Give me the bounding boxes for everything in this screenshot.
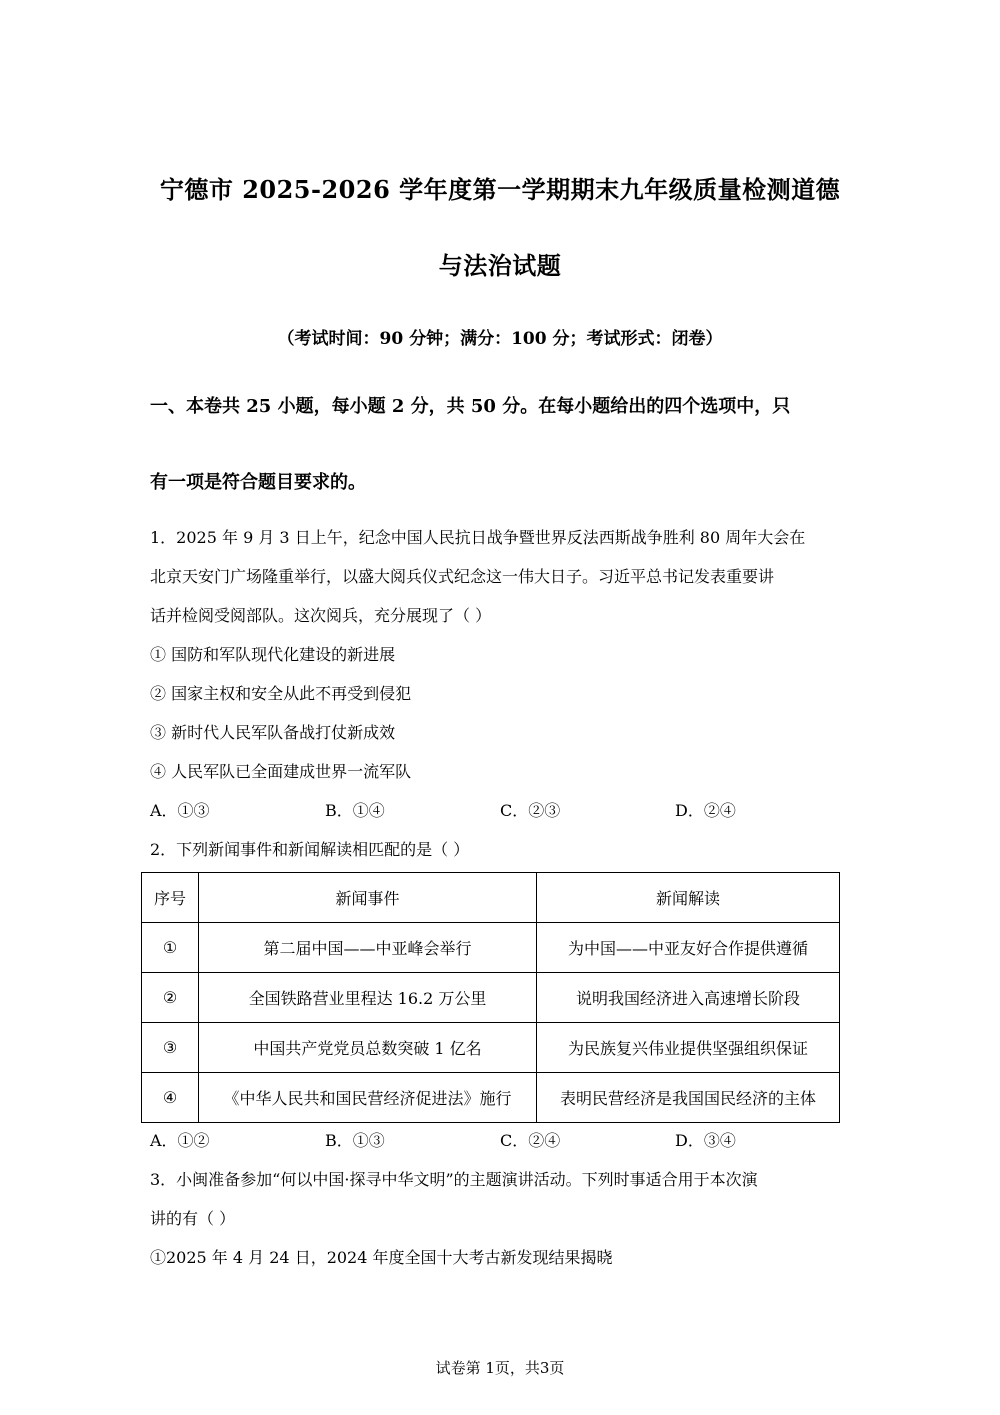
q1-option-c[interactable]: C．②③	[500, 801, 561, 820]
q1-option-b[interactable]: B．①④	[325, 801, 385, 820]
q2-stem: 2．下列新闻事件和新闻解读相匹配的是（ ）	[150, 840, 470, 859]
q1-statement-1: ① 国防和军队现代化建设的新进展	[150, 645, 396, 664]
q2-option-d[interactable]: D．③④	[675, 1131, 736, 1150]
table-row	[142, 1023, 840, 1073]
q1-option-d[interactable]: D．②④	[675, 801, 736, 820]
table-row	[142, 923, 840, 973]
q1-statement-3: ③ 新时代人民军队备战打仗新成效	[150, 723, 396, 742]
row-number: ①	[142, 923, 199, 973]
q3-stem-line-1: 3．小闽准备参加“何以中国·探寻中华文明”的主题演讲活动。下列时事适合用于本次演	[150, 1170, 758, 1189]
q3-statement-1: ①2025 年 4 月 24 日，2024 年度全国十大考古新发现结果揭晓	[150, 1248, 613, 1267]
row-event: 中国共产党党员总数突破 1 亿名	[199, 1023, 537, 1073]
table-header-row	[142, 873, 840, 923]
row-number: ③	[142, 1023, 199, 1073]
header-cell-number: 序号	[142, 873, 199, 923]
row-number: ②	[142, 973, 199, 1023]
header-cell-event: 新闻事件	[199, 873, 537, 923]
q1-statement-4: ④ 人民军队已全面建成世界一流军队	[150, 762, 412, 781]
q1-stem-line-3: 话并检阅受阅部队。这次阅兵，充分展现了（ ）	[150, 606, 492, 625]
q1-option-a[interactable]: A．①③	[150, 801, 210, 820]
q1-stem-line-2: 北京天安门广场隆重举行，以盛大阅兵仪式纪念这一伟大日子。习近平总书记发表重要讲	[150, 567, 775, 586]
exam-info: （考试时间：90 分钟；满分：100 分；考试形式：闭卷）	[277, 329, 723, 349]
q1-statement-2: ② 国家主权和安全从此不再受到侵犯	[150, 684, 412, 703]
row-event: 全国铁路营业里程达 16.2 万公里	[199, 973, 537, 1023]
row-interpretation: 为中国——中亚友好合作提供遵循	[537, 923, 840, 973]
row-number: ④	[142, 1073, 199, 1123]
row-interpretation: 表明民营经济是我国国民经济的主体	[537, 1073, 840, 1123]
table-row	[142, 1073, 840, 1123]
q2-option-c[interactable]: C．②④	[500, 1131, 561, 1150]
row-interpretation: 为民族复兴伟业提供坚强组织保证	[537, 1023, 840, 1073]
section-instruction-line-2: 有一项是符合题目要求的。	[150, 472, 366, 493]
section-instruction-line-1: 一、本卷共 25 小题，每小题 2 分，共 50 分。在每小题给出的四个选项中，只	[150, 396, 791, 417]
row-event: 第二届中国——中亚峰会举行	[199, 923, 537, 973]
header-cell-interpretation: 新闻解读	[537, 873, 840, 923]
exam-title-line-1: 宁德市 2025-2026 学年度第一学期期末九年级质量检测道德	[159, 175, 841, 204]
q1-stem-line-1: 1．2025 年 9 月 3 日上午，纪念中国人民抗日战争暨世界反法西斯战争胜利 80 周年大会在	[150, 528, 806, 547]
q3-stem-line-2: 讲的有（ ）	[150, 1209, 236, 1228]
exam-title-line-2: 与法治试题	[438, 251, 562, 280]
news-table	[141, 872, 840, 1123]
q2-option-a[interactable]: A．①②	[150, 1131, 210, 1150]
row-event: 《中华人民共和国民营经济促进法》施行	[199, 1073, 537, 1123]
q2-option-b[interactable]: B．①③	[325, 1131, 385, 1150]
page-footer: 试卷第 1页，共3页	[435, 1359, 565, 1377]
table-row	[142, 973, 840, 1023]
row-interpretation: 说明我国经济进入高速增长阶段	[537, 973, 840, 1023]
